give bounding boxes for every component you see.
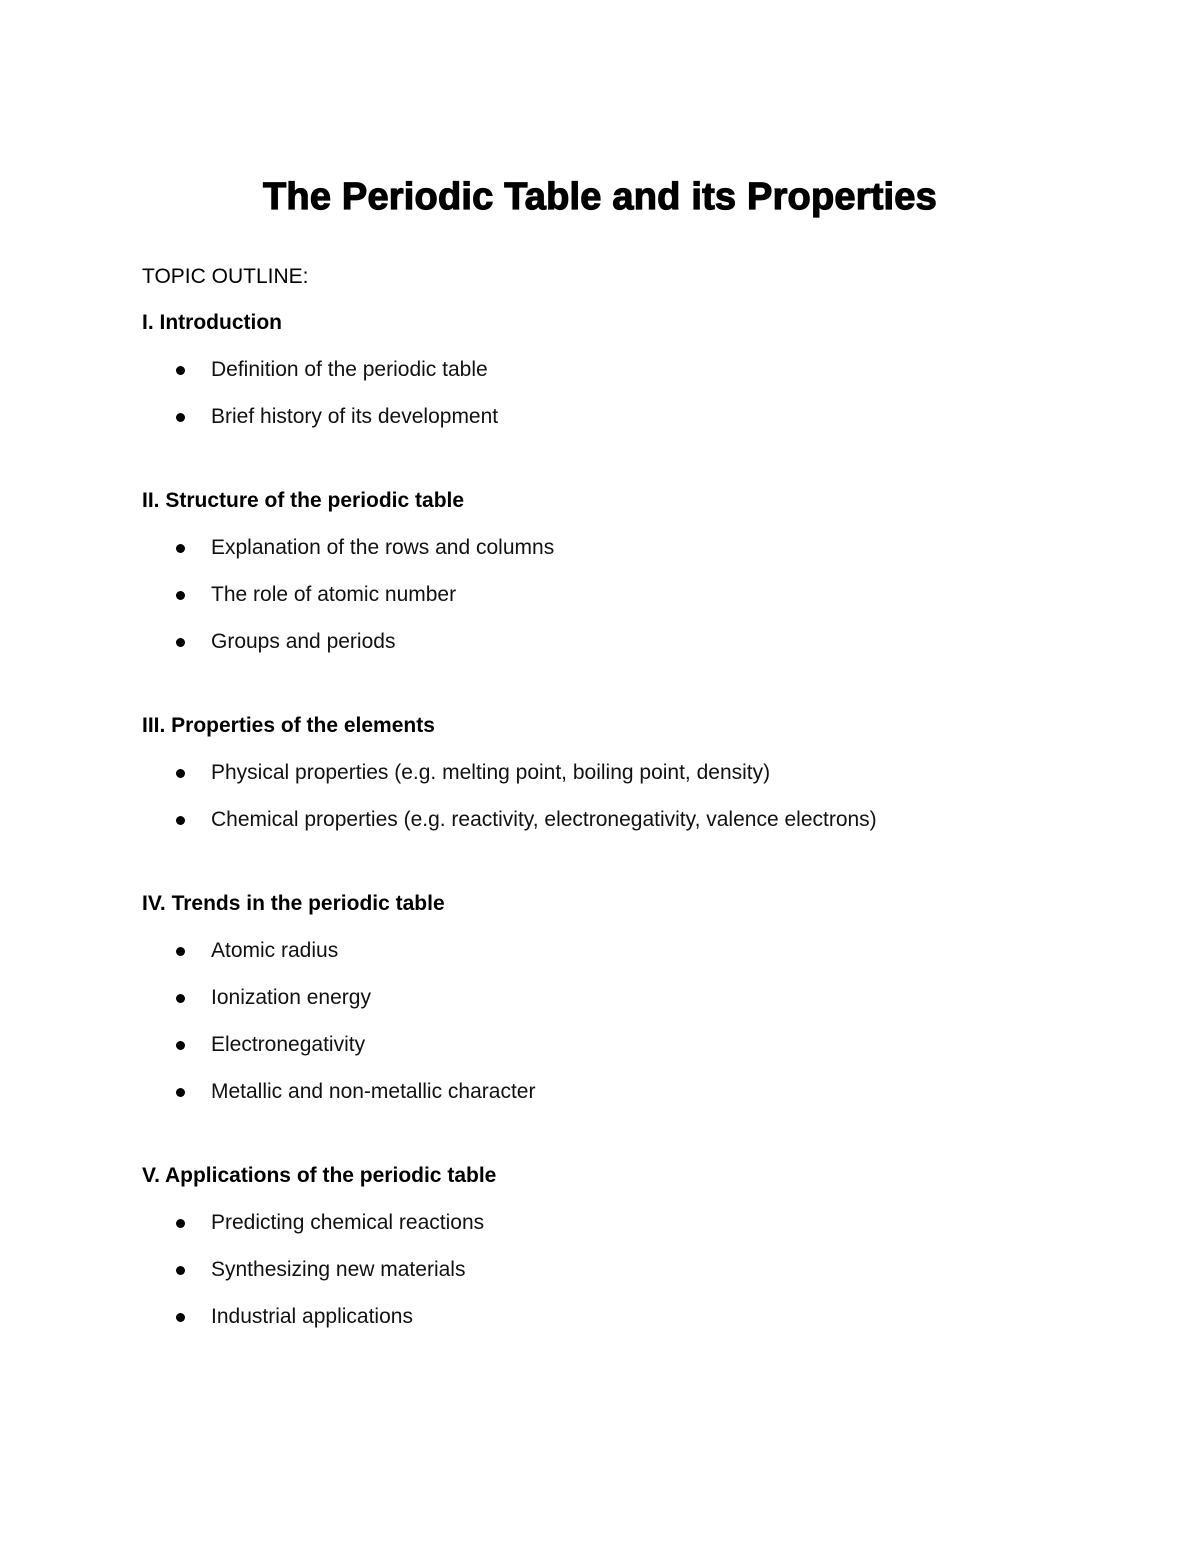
section-structure	[142, 482, 1122, 661]
section-trends	[142, 885, 1122, 1111]
bullet-list	[142, 932, 1122, 1111]
bullet-icon	[176, 947, 185, 956]
section-properties	[142, 707, 1122, 839]
list-item-text: The role of atomic number	[211, 583, 457, 606]
list-item	[142, 754, 1122, 792]
section-heading: I. Introduction	[142, 311, 282, 334]
bullet-icon	[176, 1313, 185, 1322]
list-item-text: Industrial applications	[211, 1305, 413, 1328]
bullet-icon	[176, 1219, 185, 1228]
list-item-text: Synthesizing new materials	[211, 1258, 466, 1281]
list-item	[142, 801, 1122, 839]
list-item-text: Electronegativity	[211, 1033, 366, 1056]
list-item-text: Atomic radius	[211, 939, 339, 962]
bullet-icon	[176, 544, 185, 553]
list-item-text: Physical properties (e.g. melting point, boiling point, density)	[211, 761, 771, 784]
bullet-list	[142, 1204, 1122, 1336]
bullet-icon	[176, 816, 185, 825]
section-introduction	[142, 304, 1122, 436]
bullet-list	[142, 351, 1122, 436]
list-item	[142, 576, 1122, 614]
list-item	[142, 932, 1122, 970]
section-heading: V. Applications of the periodic table	[142, 1164, 497, 1187]
bullet-icon	[176, 413, 185, 422]
list-item	[142, 1251, 1122, 1289]
section-heading: IV. Trends in the periodic table	[142, 892, 445, 915]
outline-label: TOPIC OUTLINE:	[142, 265, 309, 288]
bullet-icon	[176, 1266, 185, 1275]
topic-outline	[142, 258, 1122, 1382]
list-item	[142, 1026, 1122, 1064]
bullet-icon	[176, 638, 185, 647]
list-item-text: Brief history of its development	[211, 405, 499, 428]
bullet-icon	[176, 1041, 185, 1050]
list-item	[142, 398, 1122, 436]
list-item	[142, 351, 1122, 389]
list-item	[142, 529, 1122, 567]
list-item	[142, 1298, 1122, 1336]
bullet-icon	[176, 994, 185, 1003]
section-heading: II. Structure of the periodic table	[142, 489, 465, 512]
bullet-icon	[176, 1088, 185, 1097]
list-item	[142, 623, 1122, 661]
list-item-text: Chemical properties (e.g. reactivity, electronegativity, valence electrons)	[211, 808, 877, 831]
list-item-text: Ionization energy	[211, 986, 371, 1009]
list-item	[142, 979, 1122, 1017]
list-item-text: Predicting chemical reactions	[211, 1211, 485, 1234]
bullet-icon	[176, 591, 185, 600]
bullet-list	[142, 754, 1122, 839]
list-item-text: Explanation of the rows and columns	[211, 536, 555, 559]
section-applications	[142, 1157, 1122, 1336]
bullet-icon	[176, 366, 185, 375]
bullet-icon	[176, 769, 185, 778]
list-item-text: Metallic and non-metallic character	[211, 1080, 536, 1103]
list-item-text: Groups and periods	[211, 630, 396, 653]
document-title: The Periodic Table and its Properties	[263, 176, 937, 219]
list-item-text: Definition of the periodic table	[211, 358, 488, 381]
bullet-list	[142, 529, 1122, 661]
list-item	[142, 1073, 1122, 1111]
list-item	[142, 1204, 1122, 1242]
section-heading: III. Properties of the elements	[142, 714, 435, 737]
